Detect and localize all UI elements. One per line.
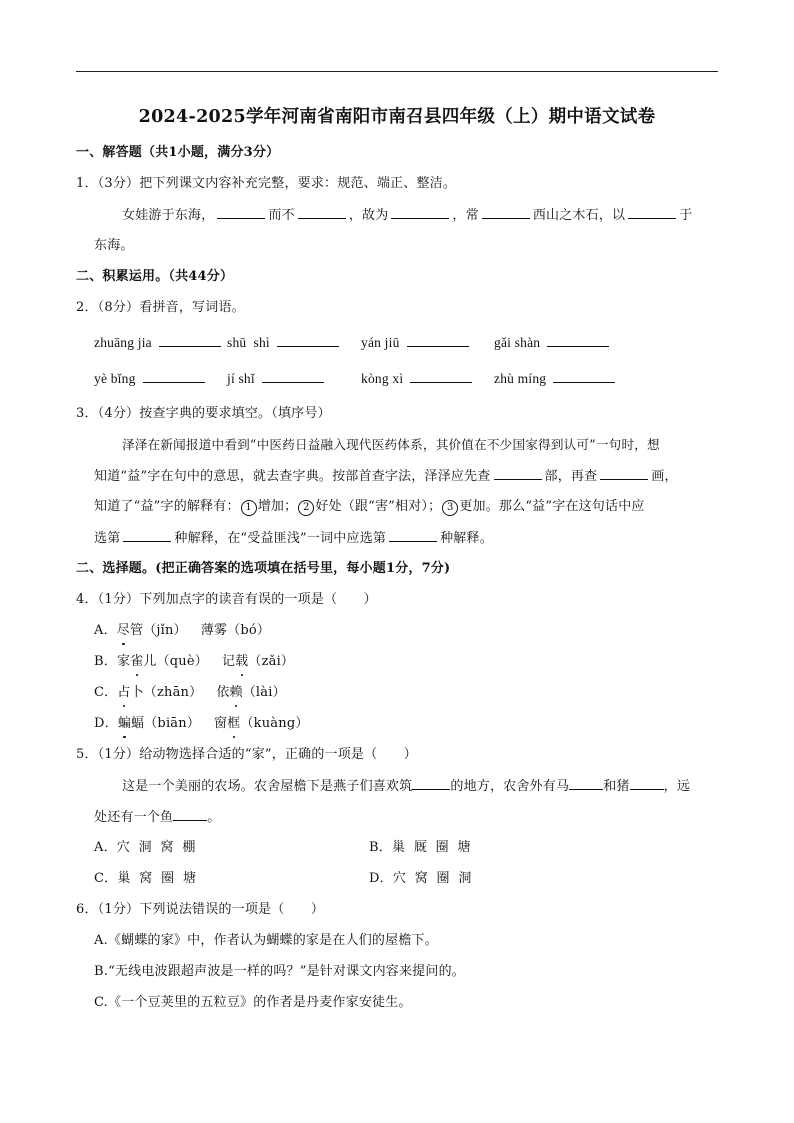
- dotted-char: 蝙: [117, 716, 132, 731]
- answer-blank[interactable]: [277, 334, 339, 347]
- q3-text: 种解释。: [440, 531, 493, 546]
- q3-text: 选第: [94, 531, 121, 546]
- q1-text-1: 女娃游于东海，: [122, 208, 215, 223]
- option-text: 依: [216, 685, 230, 700]
- answer-blank[interactable]: [143, 370, 205, 383]
- question-3-line-2: [94, 467, 678, 486]
- question-5-option-c[interactable]: C．巢 窝 圈 塘: [94, 871, 197, 886]
- pinyin-text: gǎi shàn: [494, 335, 541, 350]
- q5-text: 和猪: [603, 779, 630, 794]
- option-label: A．: [94, 623, 117, 638]
- answer-blank[interactable]: [547, 334, 609, 347]
- option-text: 管（jǐn）: [130, 623, 187, 638]
- pinyin-text: zhuāng jia: [94, 335, 152, 350]
- q5-text: 这是一个美丽的农场。农舍屋檐下是燕子们喜欢筑: [122, 779, 413, 794]
- q1-text-2: 而不: [268, 208, 295, 223]
- pinyin-7: [361, 370, 475, 388]
- dotted-char: 框: [227, 716, 241, 731]
- q3-text: 知道了“益”字的解释有：: [94, 499, 240, 514]
- option-text: 薄: [200, 623, 214, 638]
- question-3-stem: 3．（4分）按查字典的要求填空。（填序号）: [76, 406, 331, 421]
- question-4-option-a[interactable]: [94, 622, 270, 640]
- pinyin-text: yán jiū: [361, 335, 400, 350]
- question-5-option-d[interactable]: D．穴 窝 圈 洞: [369, 871, 472, 886]
- q5-blank-4[interactable]: [173, 808, 207, 821]
- q3-text: 增加；: [257, 499, 298, 514]
- question-6-option-a[interactable]: A.《蝴蝶的家》中，作者认为蝴蝶的家是在人们的屋檐下。: [94, 933, 438, 948]
- q1-text-5: 西山之木石，以: [532, 208, 626, 223]
- question-3-line-1: 泽泽在新闻报道中看到“中医药日益融入现代医药体系，其价值在不少国家得到认可”一句时，想: [122, 437, 660, 452]
- q3-blank-meaning-1[interactable]: [123, 529, 171, 542]
- q5-blank-2[interactable]: [569, 777, 603, 790]
- question-4-option-c[interactable]: [94, 684, 286, 702]
- circled-number-2: 2: [298, 500, 314, 516]
- question-4-stem: 4．（1分）下列加点字的读音有误的一项是（ ）: [76, 592, 377, 607]
- q1-blank-3[interactable]: [391, 206, 449, 219]
- option-text: 儿（què）: [143, 654, 208, 669]
- question-1-line-2: 东海。: [94, 238, 134, 253]
- q3-text: 好处（跟“害”相对）；: [315, 499, 442, 514]
- q5-text: 。: [207, 810, 221, 825]
- option-text: 雾（bó）: [213, 623, 271, 638]
- q3-blank-radical[interactable]: [494, 467, 542, 480]
- circled-number-3: 3: [442, 500, 458, 516]
- option-text: 家: [116, 654, 131, 669]
- question-3-line-4: [94, 529, 493, 548]
- option-text: 窗: [214, 716, 228, 731]
- question-6-option-b[interactable]: B.“无线电波跟超声波是一样的吗？”是针对课文内容来提问的。: [94, 964, 465, 979]
- question-3-line-3: [94, 498, 645, 516]
- option-label: D．: [94, 716, 118, 731]
- q5-text: ，远: [663, 779, 691, 794]
- pinyin-2: [227, 334, 342, 352]
- question-1-stem: 1．（3分）把下列课文内容补充完整，要求：规范、端正、整洁。: [76, 176, 457, 191]
- page-title: 2024-2025学年河南省南阳市南召县四年级（上）期中语文试卷: [138, 107, 656, 127]
- answer-blank[interactable]: [553, 370, 615, 383]
- option-text: （kuàng）: [240, 716, 309, 731]
- pinyin-5: [94, 370, 208, 388]
- q1-text-3: ，故为: [348, 208, 389, 223]
- pinyin-text: shū shì: [227, 335, 270, 350]
- pinyin-text: zhù míng: [494, 371, 547, 386]
- pinyin-text: jí shǐ: [227, 371, 255, 386]
- option-text: （lài）: [242, 685, 286, 700]
- dotted-char: 尽: [116, 623, 130, 638]
- question-5-passage-line-1: [122, 777, 690, 796]
- dotted-char: 赖: [229, 685, 243, 700]
- question-5-stem: 5．（1分）给动物选择合适的“家”，正确的一项是（ ）: [76, 747, 417, 762]
- answer-blank[interactable]: [159, 334, 221, 347]
- option-text: 蝠（biān）: [131, 716, 201, 731]
- question-2-stem: 2．（8分）看拼音，写词语。: [76, 300, 245, 315]
- q3-text: 部，再查: [544, 469, 598, 484]
- answer-blank[interactable]: [407, 334, 469, 347]
- question-5-option-b[interactable]: B．巢 厩 圈 塘: [369, 840, 471, 855]
- q5-text: 的地方，农舍外有马: [450, 779, 570, 794]
- q1-blank-1[interactable]: [217, 206, 265, 219]
- q3-text: 种解释，在“受益匪浅”一词中应选第: [174, 531, 387, 546]
- question-4-option-d[interactable]: [94, 715, 309, 733]
- section-heading-2: 二、积累运用。（共44分）: [76, 269, 234, 284]
- pinyin-6: [227, 370, 327, 388]
- q3-text: 画，: [651, 469, 678, 484]
- q3-text: 知道“益”字在句中的意思，就去查字典。按部首查字法，泽泽应先查: [94, 469, 491, 484]
- question-5-option-a[interactable]: A．穴 洞 窝 棚: [94, 840, 196, 855]
- pinyin-1: [94, 334, 224, 352]
- question-1-line-1: [122, 206, 692, 225]
- option-text: （zǎi）: [248, 654, 295, 669]
- pinyin-3: [361, 334, 472, 352]
- option-text: 卜（zhān）: [130, 685, 203, 700]
- q5-blank-1[interactable]: [412, 777, 450, 790]
- dotted-char: 载: [235, 654, 249, 669]
- question-5-passage-line-2: [94, 808, 220, 827]
- q1-blank-2[interactable]: [298, 206, 346, 219]
- section-heading-3: 二、选择题。(把正确答案的选项填在括号里，每小题1分，7分): [76, 561, 451, 576]
- pinyin-8: [494, 370, 618, 388]
- header-rule: [76, 71, 718, 72]
- pinyin-text: kòng xì: [361, 371, 404, 386]
- option-label: C．: [94, 685, 118, 700]
- pinyin-text: yè bǐng: [94, 371, 136, 386]
- q1-text-6: 于: [679, 208, 693, 223]
- q3-blank-strokes[interactable]: [600, 467, 648, 480]
- answer-blank[interactable]: [262, 370, 324, 383]
- question-6-option-c[interactable]: C.《一个豆荚里的五粒豆》的作者是丹麦作家安徒生。: [94, 995, 412, 1010]
- q3-blank-meaning-2[interactable]: [389, 529, 437, 542]
- question-6-stem: 6．（1分）下列说法错误的一项是（ ）: [76, 902, 325, 917]
- dotted-char: 占: [117, 685, 131, 700]
- q5-text: 处还有一个鱼: [94, 810, 174, 825]
- pinyin-4: [494, 334, 612, 352]
- option-text: 记: [221, 654, 236, 669]
- answer-blank[interactable]: [410, 370, 472, 383]
- dotted-char: 雀: [130, 654, 144, 669]
- q1-blank-5[interactable]: [628, 206, 676, 219]
- section-heading-1: 一、解答题（共1小题，满分3分）: [76, 145, 280, 160]
- q5-blank-3[interactable]: [630, 777, 664, 790]
- q1-text-4: ，常: [452, 208, 479, 223]
- circled-number-1: 1: [241, 500, 257, 516]
- q3-text: 更加。那么“益”字在这句话中应: [459, 499, 645, 514]
- option-label: B．: [94, 654, 117, 669]
- q1-blank-4[interactable]: [482, 206, 530, 219]
- question-4-option-b[interactable]: [94, 653, 294, 671]
